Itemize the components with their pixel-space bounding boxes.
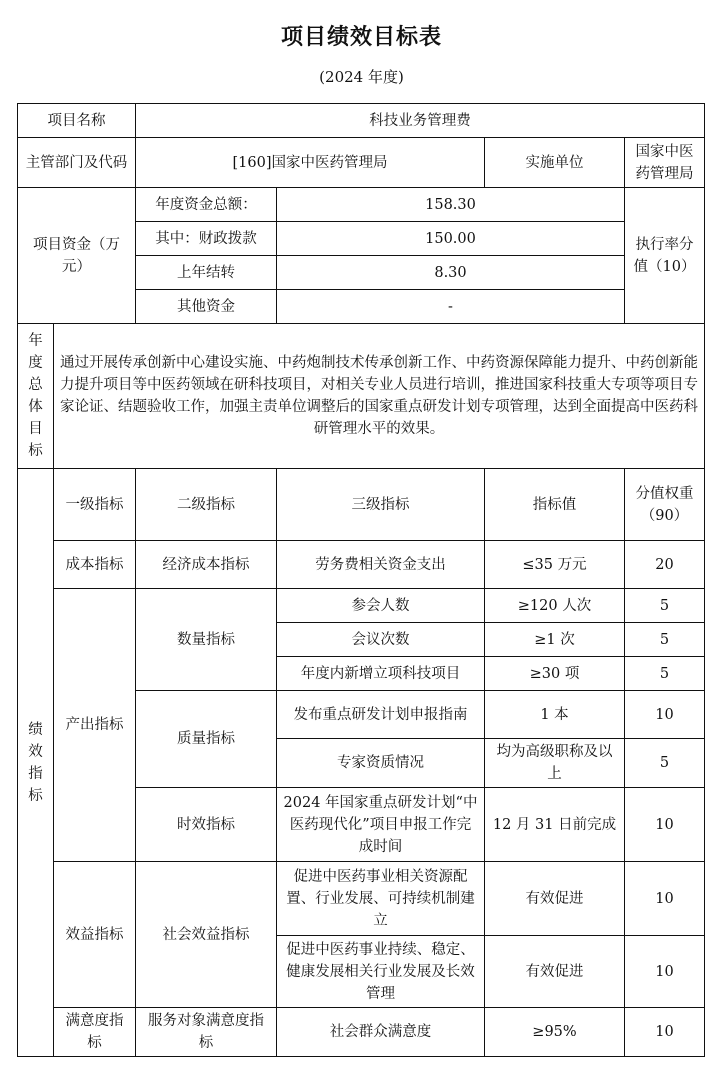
funds-fiscal-label: 其中：财政拨款 [136,222,277,256]
header-level2: 二级指标 [136,469,277,541]
quality-weight: 10 [625,691,705,739]
quantity-weight: 5 [625,657,705,691]
quantity-l3: 会议次数 [277,623,485,657]
funds-carryover-label: 上年结转 [136,256,277,290]
project-name-label: 项目名称 [18,104,136,138]
indicator-header-row [18,469,705,541]
timeliness-weight: 10 [625,788,705,862]
funds-total-row [18,188,705,222]
funds-carryover-value: 8.30 [277,256,625,290]
benefit-weight: 10 [625,862,705,936]
benefit-indicator-l1: 效益指标 [54,862,136,1008]
funds-total-value: 158.30 [277,188,625,222]
output-indicator-l1: 产出指标 [54,589,136,862]
department-value: [160]国家中医药管理局 [136,138,485,188]
quantity-l3: 年度内新增立项科技项目 [277,657,485,691]
goal-label: 年度总体目标 [18,324,54,469]
timeliness-l3: 2024 年国家重点研发计划“中医药现代化”项目申报工作完成时间 [277,788,485,862]
funds-other-value: - [277,290,625,324]
cost-indicator-l3: 劳务费相关资金支出 [277,541,485,589]
satisfaction-indicator-l2: 服务对象满意度指标 [136,1008,277,1057]
header-weight: 分值权重（90） [625,469,705,541]
table-row [18,541,705,589]
satisfaction-l3: 社会群众满意度 [277,1008,485,1057]
page-subtitle: (2024 年度) [319,68,404,86]
implementing-unit-value: 国家中医药管理局 [625,138,705,188]
cost-indicator-weight: 20 [625,541,705,589]
project-name-value: 科技业务管理费 [136,104,705,138]
quantity-target: ≥120 人次 [485,589,625,623]
table-row [18,1008,705,1057]
quantity-weight: 5 [625,589,705,623]
timeliness-target: 12 月 31 日前完成 [485,788,625,862]
funds-fiscal-value: 150.00 [277,222,625,256]
indicators-section-label: 绩效指标 [18,469,54,1057]
page-title: 项目绩效目标表 [280,25,442,50]
quality-target: 1 本 [485,691,625,739]
header-target: 指标值 [485,469,625,541]
goal-row [18,324,705,469]
quality-weight: 5 [625,739,705,788]
quality-l3: 专家资质情况 [277,739,485,788]
benefit-target: 有效促进 [485,862,625,936]
cost-indicator-target: ≤35 万元 [485,541,625,589]
implementing-unit-label: 实施单位 [485,138,625,188]
department-row [18,138,705,188]
benefit-weight: 10 [625,936,705,1008]
execution-rate-label: 执行率分值（10） [625,188,705,324]
table-row [18,862,705,936]
funds-total-label: 年度资金总额： [136,188,277,222]
satisfaction-indicator-l1: 满意度指标 [54,1008,136,1057]
header-level3: 三级指标 [277,469,485,541]
quantity-target: ≥30 项 [485,657,625,691]
quantity-weight: 5 [625,623,705,657]
cost-indicator-l1: 成本指标 [54,541,136,589]
cost-indicator-l2: 经济成本指标 [136,541,277,589]
quantity-indicator-l2: 数量指标 [136,589,277,691]
quantity-target: ≥1 次 [485,623,625,657]
quality-l3: 发布重点研发计划申报指南 [277,691,485,739]
satisfaction-target: ≥95% [485,1008,625,1057]
quality-indicator-l2: 质量指标 [136,691,277,788]
benefit-l3: 促进中医药事业持续、稳定、健康发展相关行业发展及长效管理 [277,936,485,1008]
funds-other-label: 其他资金 [136,290,277,324]
benefit-l3: 促进中医药事业相关资源配置、行业发展、可持续机制建立 [277,862,485,936]
satisfaction-weight: 10 [625,1008,705,1057]
goal-text: 通过开展传承创新中心建设实施、中药炮制技术传承创新工作、中药资源保障能力提升、中药创新能力提升项目等中医药领域在研科技项目，对相关专业人员进行培训，推进国家科技重大专项等项目专家论证、结题验收工作，加强主责单位调整后的国家重点研发计划专项管理，达到全面提高中医药科研管理水平的效果。 [54,324,705,469]
project-name-row [18,104,705,138]
quality-target: 均为高级职称及以上 [485,739,625,788]
social-benefit-indicator-l2: 社会效益指标 [136,862,277,1008]
performance-table [17,103,705,1057]
department-label: 主管部门及代码 [18,138,136,188]
header-level1: 一级指标 [54,469,136,541]
quantity-l3: 参会人数 [277,589,485,623]
funds-label: 项目资金（万元） [18,188,136,324]
table-row [18,589,705,623]
timeliness-indicator-l2: 时效指标 [136,788,277,862]
benefit-target: 有效促进 [485,936,625,1008]
